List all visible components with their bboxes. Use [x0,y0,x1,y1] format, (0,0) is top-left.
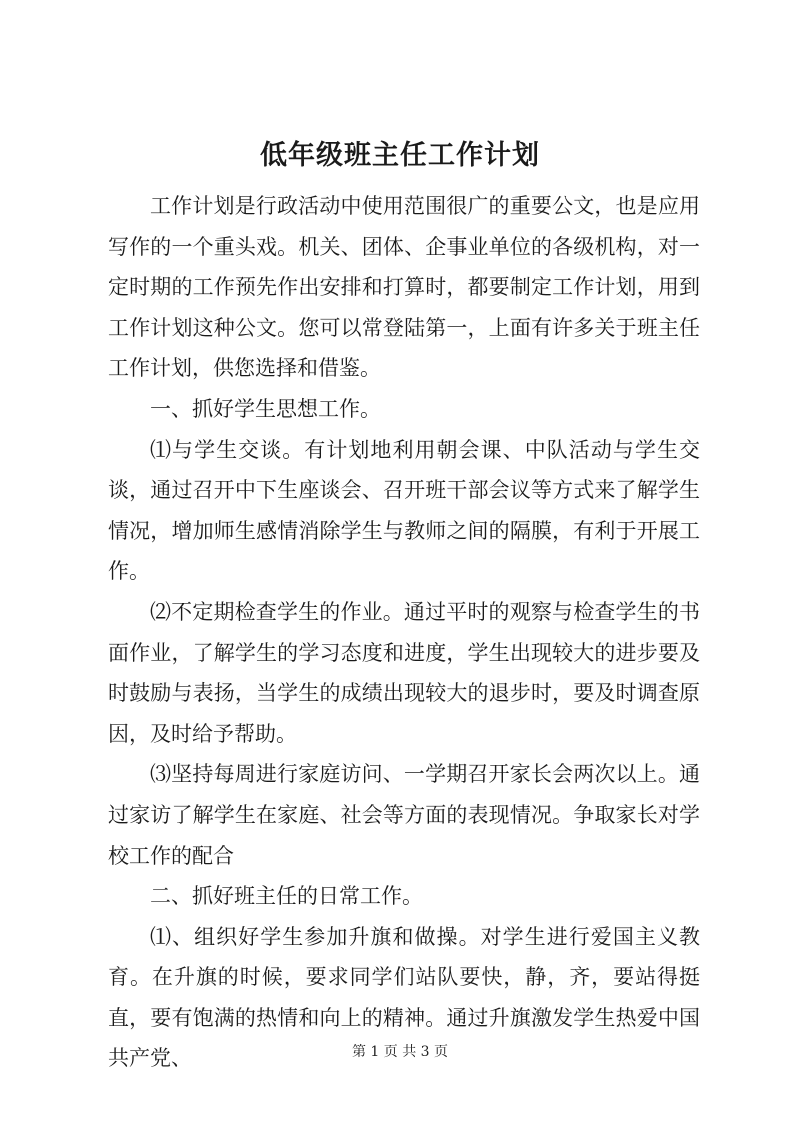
section-heading-1: 一、抓好学生思想工作。 [150,396,381,421]
paragraph-intro: 工作计划是行政活动中使用范围很广的重要公文，也是应用写作的一个重头戏。机关、团体、企事业单位的各级机构，对一定时期的工作预先作出安排和打算时，都要制定工作计划，用到工作计划这种公文。您可以常登陆第一，上面有许多关于班主任工作计划，供您选择和借鉴。 [108,194,700,381]
paragraph-item-1-1: ⑴与学生交谈。有计划地利用朝会课、中队活动与学生交谈，通过召开中下生座谈会、召开班干部会议等方式来了解学生情况，增加师生感情消除学生与教师之间的隔膜，有利于开展工作。 [108,437,700,584]
paragraph-item-1-3: ⑶坚持每周进行家庭访问、一学期召开家长会两次以上。通过家访了解学生在家庭、社会等方面的表现情况。争取家长对学校工作的配合 [108,762,700,868]
section-heading-2: 二、抓好班主任的日常工作。 [150,884,423,909]
paragraph-item-1-2: ⑵不定期检查学生的作业。通过平时的观察与检查学生的书面作业，了解学生的学习态度和进度，学生出现较大的进步要及时鼓励与表扬，当学生的成绩出现较大的退步时，要及时调查原因，及时给予帮助。 [108,599,700,746]
document-body [108,186,700,1079]
paragraph-item-2-1: ⑴、组织好学生参加升旗和做操。对学生进行爱国主义教育。在升旗的时候，要求同学们站队要快，静，齐，要站得挺直，要有饱满的热情和向上的精神。通过升旗激发学生热爱中国共产党、 [108,924,700,1071]
document-title: 低年级班主任工作计划 [260,140,540,171]
page-footer: 第 1 页 共 3 页 [351,1044,449,1060]
